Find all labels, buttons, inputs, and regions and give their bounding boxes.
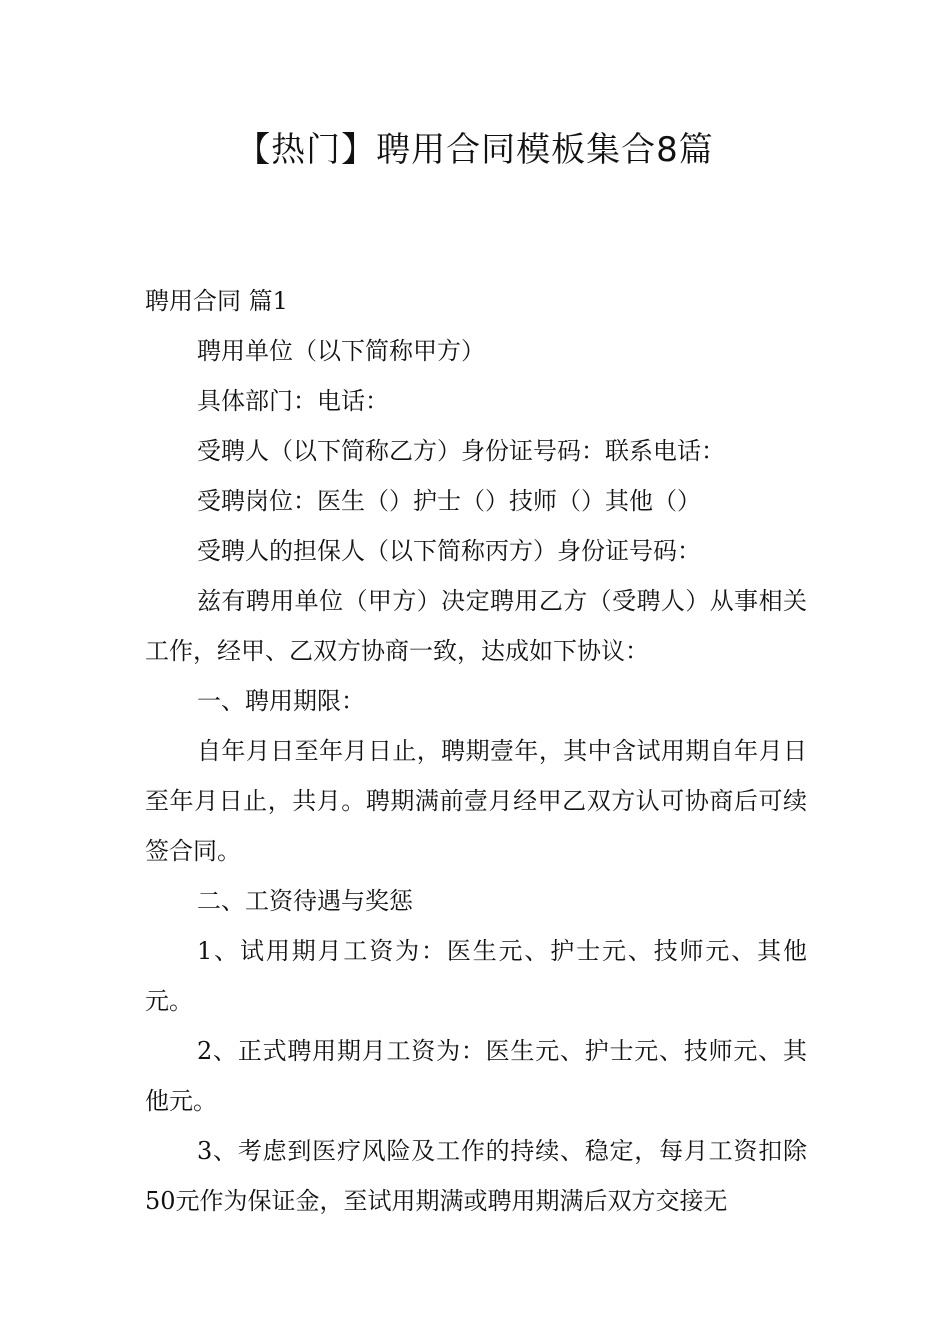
paragraph: 受聘人（以下简称乙方）身份证号码：联系电话：: [197, 437, 725, 465]
document-body: [145, 276, 807, 1226]
paragraph: 自年月日至年月日止，聘期壹年，其中含试用期自年月日至年月日止，共月。聘期满前壹月经甲乙双方认可协商后可续签合同。: [145, 737, 807, 865]
document-title: 【热门】聘用合同模板集合8篇: [236, 130, 714, 170]
paragraph: 兹有聘用单位（甲方）决定聘用乙方（受聘人）从事相关工作，经甲、乙双方协商一致，达成如下协议：: [145, 587, 807, 665]
paragraph: 具体部门：电话：: [197, 387, 389, 415]
paragraph: 二、工资待遇与奖惩: [197, 887, 413, 915]
paragraph: 3、考虑到医疗风险及工作的持续、稳定，每月工资扣除50元作为保证金，至试用期满或聘用期满后双方交接无: [145, 1137, 807, 1215]
paragraph: 1、试用期月工资为：医生元、护士元、技师元、其他元。: [145, 937, 807, 1015]
paragraph: 一、聘用期限：: [197, 687, 365, 715]
paragraph: 2、正式聘用期月工资为：医生元、护士元、技师元、其他元。: [145, 1037, 807, 1115]
section-heading: 聘用合同 篇1: [145, 287, 288, 315]
paragraph: 受聘人的担保人（以下简称丙方）身份证号码：: [197, 537, 701, 565]
paragraph: 聘用单位（以下简称甲方）: [197, 337, 485, 365]
paragraph: 受聘岗位：医生（）护士（）技师（）其他（）: [197, 487, 701, 515]
